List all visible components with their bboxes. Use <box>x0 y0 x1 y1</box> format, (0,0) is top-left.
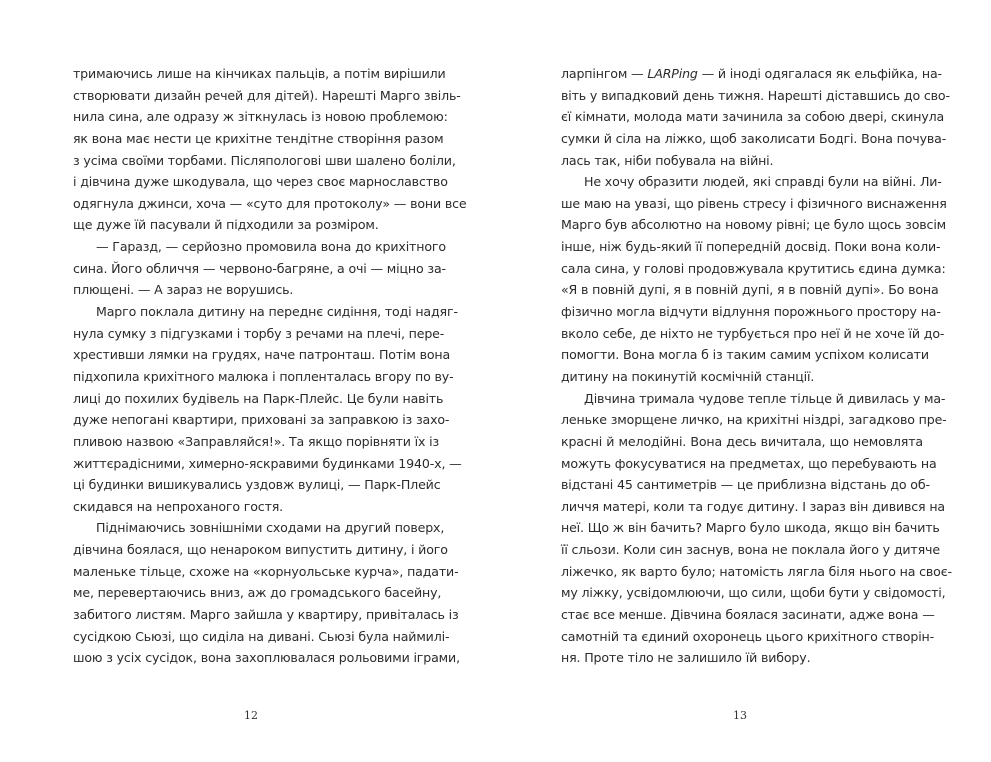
text-line: Дівчина тримала чудове тепле тільце й дивилась у ма- <box>584 390 946 406</box>
text-line: Не хочу образити людей, які справді були на війні. Ли- <box>584 174 942 190</box>
text-line: життєрадісними, химерно-яскравими будинками 1940-х, — <box>73 455 462 471</box>
text-line: відстані 45 сантиметрів — це приблизна відстань до об- <box>561 477 930 493</box>
text-line: красні й мелодійні. Вона десь вичитала, що немовлята <box>561 433 923 449</box>
text-line: плющені. — А зараз не ворушись. <box>73 282 294 298</box>
text-line: помогти. Вона могла б із таким самим успіхом колисати <box>561 347 929 363</box>
text-line: лась так, ніби побувала на війні. <box>561 152 774 168</box>
text-line: ліжечко, як варто було; натомість лягла біля нього на своє- <box>561 563 952 579</box>
text-line: вколо себе, де ніхто не турбується про неї й не хоче їй до- <box>561 325 945 341</box>
text-line: леньке зморщене личко, на крихітні ніздрі, загадково пре- <box>561 412 947 428</box>
text-line: сусідкою Сьюзі, що сиділа на дивані. Сьюзі була наймилі- <box>73 628 450 644</box>
paragraph <box>73 517 460 668</box>
page-number-left: 12 <box>244 709 258 722</box>
text-line: ня. Проте тіло не залишило їй вибору. <box>561 650 811 666</box>
paragraph <box>561 388 952 669</box>
text-line: забитого листям. Марго зайшла у квартиру, привіталась із <box>73 607 459 623</box>
text-line: шою з усіх сусідок, вона захоплювалася рольовими іграми, <box>73 650 460 666</box>
text-line: тримаючись лише на кінчиках пальців, а потім вирішили <box>73 66 446 81</box>
text-line: одягнула джинси, хоча — «суто для протоколу» — вони все <box>73 195 467 211</box>
text-line: маленьке тільце, схоже на «корнуольське курча», падати- <box>73 563 459 579</box>
text-line: сина. Його обличчя — червоно-багряне, а очі — міцно за- <box>73 260 446 276</box>
text-line <box>561 63 942 85</box>
text-line: неї. Що ж він бачить? Марго було шкода, якщо він бачить <box>561 520 940 536</box>
page-number-right: 13 <box>733 709 747 722</box>
text-line: самотній та єдиний охоронець цього крихітного створін- <box>561 628 935 644</box>
text-line: — Гаразд, — серйозно промовила вона до крихітного <box>96 239 446 255</box>
text-line: сумки й сіла на ліжко, щоб заколисати Бодгі. Вона почува- <box>561 130 947 146</box>
text-line: скидався на непроханого гостя. <box>73 498 284 514</box>
text-fragment: — й іноді одягалася як ельфійка, на- <box>697 66 942 81</box>
paragraph <box>73 63 467 236</box>
text-line: нула сумку з підгузками і торбу з речами на плечі, пере- <box>73 325 445 341</box>
left-page-body <box>73 63 467 669</box>
text-line: створювати дизайн речей для дітей). Нарешті Марго звіль- <box>73 87 461 103</box>
text-line: «Я в повній дупі, я в повній дупі, я в повній дупі». Бо вона <box>561 282 939 298</box>
paragraph <box>73 236 446 301</box>
text-line: і дівчина дуже шкодувала, що через своє марнославство <box>73 174 448 190</box>
text-line: дитину на покинутій космічній станції. <box>561 368 815 384</box>
italic-term: LARPing <box>647 66 698 81</box>
paragraph <box>561 85 950 172</box>
text-line: хрестивши лямки на грудях, наче патронташ. Потім вона <box>73 347 451 363</box>
text-line: інше, ніж будь-який її попередній досвід. Поки вона коли- <box>561 239 941 255</box>
text-line: ще дуже їй пасували й підходили за розміром. <box>73 217 379 233</box>
text-line: Піднімаючись зовнішніми сходами на другий поверх, <box>96 520 445 536</box>
text-line: віть у випадковий день тижня. Нарешті діставшись до сво- <box>561 87 950 103</box>
text-line: підхопила крихітного малюка і поплентaлась вгору по ву- <box>73 368 454 384</box>
text-line: лиці до похилих будівель на Парк-Плейс. Це були навіть <box>73 390 444 406</box>
text-fragment: ларпінгом — <box>561 66 648 81</box>
text-line: ме, перевертаючись вниз, аж до громадського басейну, <box>73 585 442 601</box>
text-line: личчя матері, коли та годує дитину. І зараз він дивився на <box>561 498 945 514</box>
paragraph <box>73 301 462 517</box>
right-page-body <box>561 63 952 669</box>
text-line: можуть фокусуватися на предметах, що перебувають на <box>561 455 937 471</box>
text-line: дуже непогані квартири, приховані за заправкою із захо- <box>73 412 450 428</box>
text-line: стає все менше. Дівчина боялася засинати, адже вона — <box>561 607 935 623</box>
text-line: як вона має нести це крихітне тендітне створіння разом <box>73 130 444 146</box>
text-line: дівчина боялася, що ненароком випустить дитину, і його <box>73 542 448 558</box>
text-line: сала сина, у голові продовжувала крутитись єдина думка: <box>561 260 946 276</box>
text-line: Марго був абсолютно на новому рівні; це було щось зовсім <box>561 217 947 233</box>
text-line: ці будинки вишикувались уздовж вулиці, — Парк-Плейс <box>73 477 441 493</box>
text-line: єї кімнати, молода мати зачинила за собою двері, скинула <box>561 109 945 125</box>
text-line: Марго поклала дитину на переднє сидіння, тоді надяг- <box>96 304 458 320</box>
text-line: нила сина, але одразу ж зіткнулась із новою проблемою: <box>73 109 448 125</box>
text-line: ше маю на увазі, що рівень стресу і фізичного виснаження <box>561 195 947 211</box>
text-line: му ліжку, усвідомлюючи, що сили, щоби бути у свідомості, <box>561 585 946 601</box>
text-line: фізично могла відчути відлуння порожнього простору на- <box>561 304 941 320</box>
text-line: пливою назвою «Заправляйся!». Та якщо порівняти їх із <box>73 433 440 449</box>
paragraph <box>561 171 947 387</box>
text-line: з усіма своїми торбами. Післяпологові шви шалено боліли, <box>73 152 456 168</box>
text-line: її сльози. Коли син заснув, вона не поклала його у дитяче <box>561 542 940 558</box>
